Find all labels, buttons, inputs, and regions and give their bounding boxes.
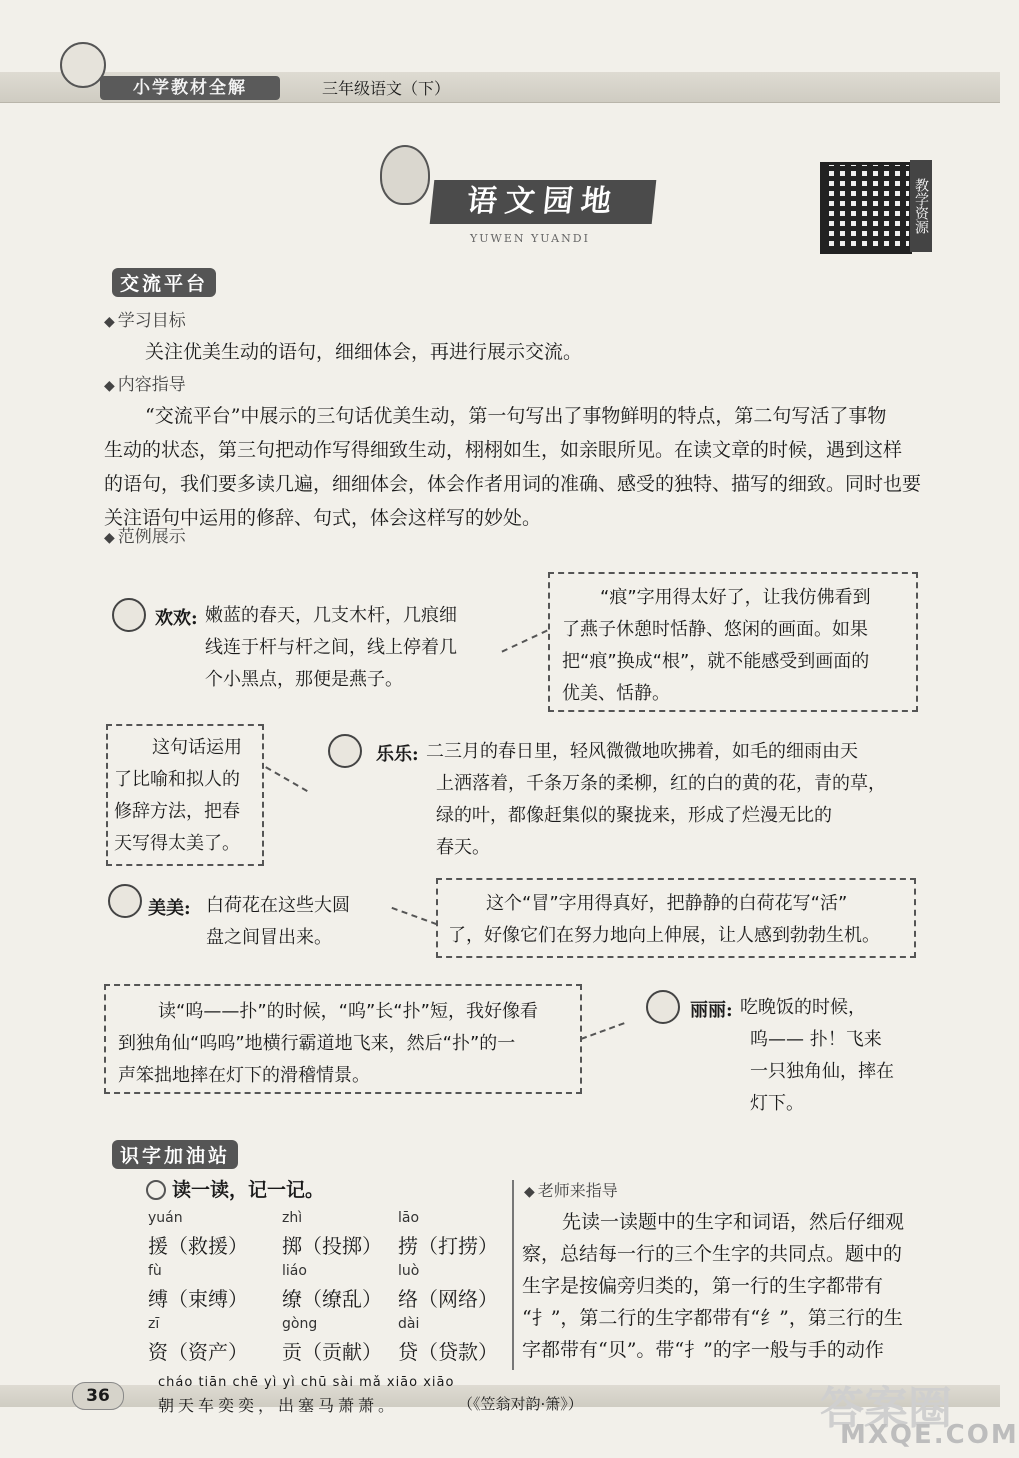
speech-tail [581,1022,626,1041]
example-heading: ◆ 范例展示 [104,522,186,547]
series-logo: 小学教材全解 [100,76,280,100]
char-word: 络（网络） [398,1287,498,1311]
speech-line: 绿的叶，都像赶集似的聚拢来，形成了烂漫无比的 [436,805,832,826]
char-word: 缚（束缚） [148,1287,248,1311]
pinyin: liáo [282,1263,307,1279]
header-subject: 三年级语文（下） [322,79,451,98]
pinyin: fù [148,1263,162,1279]
teacher-line: 生字是按偏旁归类的，第一行的生字都带有 [522,1275,884,1297]
speech-line: 上洒落着，千条万条的柔柳，红的白的黄的花，青的草， [436,773,886,794]
lele-avatar [328,734,362,768]
guide-line: “交流平台”中展示的三句话优美生动，第一句写出了事物鲜明的特点，第二句写活了事物 [145,405,887,427]
page-number: 36 [72,1382,124,1410]
teacher-line: “扌”，第二行的生字都带有“纟”，第三行的生 [522,1307,903,1329]
speech-line: 春天。 [436,837,490,858]
goal-text: 关注优美生动的语句，细细体会，再进行展示交流。 [145,341,583,363]
comment-line: 了燕子休憩时恬静、悠闲的画面。如果 [562,619,868,640]
char-word: 缭（缭乱） [282,1287,382,1311]
char-word: 贡（贡献） [282,1340,382,1364]
meimei-avatar [108,884,142,918]
speech-line: 吃晚饭的时候， [740,997,866,1018]
speech-tail [264,766,308,793]
section-pinyin: YUWEN YUANDI [470,232,590,245]
speech-tail [501,630,548,655]
comment-line: 这个“冒”字用得真好，把静静的白荷花写“活” [486,893,848,914]
comment-line: 读“呜——扑”的时候，“呜”长“扑”短，我好像看 [158,1001,538,1022]
read-icon [146,1180,166,1200]
char-word: 援（救援） [148,1234,248,1258]
char-word: 掷（投掷） [282,1234,382,1258]
literacy-tag: 识字加油站 [112,1140,238,1169]
goal-heading: ◆ 学习目标 [104,306,186,331]
watermark-url: MXQE.COM [840,1420,1019,1450]
teacher-line: 先读一读题中的生字和词语，然后仔细观 [562,1211,905,1233]
speaker-name: 美美: [148,898,191,919]
exchange-tag: 交流平台 [112,268,216,297]
speech-line: 个小黑点，那便是燕子。 [205,669,403,690]
comment-line: 到独角仙“呜呜”地横行霸道地飞来，然后“扑”的一 [118,1033,516,1054]
char-word: 贷（贷款） [398,1340,498,1364]
comment-line: 声笨拙地摔在灯下的滑稽情景。 [118,1065,370,1086]
comment-line: 把“痕”换成“根”，就不能感受到画面的 [562,651,870,672]
speech-line: 灯下。 [750,1093,804,1114]
speaker-name: 乐乐: [376,744,419,765]
speech-line: 一只独角仙，摔在 [750,1061,894,1082]
guide-line: 关注语句中运用的修辞、句式，体会这样写的妙处。 [104,507,542,529]
watermark-logo: 答案圈 [820,1383,952,1434]
speaker-name: 丽丽: [690,1000,733,1021]
comment-line: 优美、恬静。 [562,683,670,704]
comment-line: “痕”字用得太好了，让我仿佛看到 [600,587,871,608]
speech-line: 白荷花在这些大圆 [206,895,350,916]
footer-pinyin: cháo tiān chē yì yì chū sài mǎ xiāo xiāo [158,1375,455,1390]
speech-tail [391,907,437,927]
huanhuan-avatar [112,598,146,632]
literacy-instruction: 读一读，记一记。 [172,1179,325,1201]
guide-line: 的语句，我们要多读几遍，细细体会，体会作者用词的准确、感受的独特、描写的细致。同时也要 [104,473,922,495]
footer-source: （《笠翁对韵·箫》） [458,1395,583,1413]
guide-heading: ◆ 内容指导 [104,370,186,395]
speaker-name: 欢欢: [155,608,198,629]
speech-line: 二三月的春日里，轻风微微地吹拂着，如毛的细雨由天 [426,741,858,762]
section-title: 语文园地 [430,180,657,224]
comment-line: 这句话运用 [152,737,242,758]
pinyin: yuán [148,1210,183,1226]
column-divider [512,1180,514,1370]
speech-line: 呜—— 扑！飞来 [750,1029,882,1050]
char-word: 资（资产） [148,1340,248,1364]
speech-line: 盘之间冒出来。 [206,927,332,948]
pinyin: zī [148,1316,160,1332]
comment-line: 修辞方法，把春 [114,801,240,822]
comment-line: 了，好像它们在努力地向上伸展，让人感到勃勃生机。 [448,925,880,946]
speech-line: 嫩蓝的春天，几支木杆，几痕细 [205,605,457,626]
pinyin: lāo [398,1210,420,1226]
hot-air-balloon-icon [380,145,430,205]
teacher-line: 察，总结每一行的三个生字的共同点。题中的 [522,1243,903,1265]
guide-line: 生动的状态，第三句把动作写得细致生动，栩栩如生，如亲眼所见。在读文章的时候，遇到这样 [104,439,903,461]
pinyin: dài [398,1316,420,1332]
pinyin: luò [398,1263,420,1279]
qr-code-icon[interactable] [820,162,912,254]
char-word: 捞（打捞） [398,1234,498,1258]
pinyin: zhì [282,1210,303,1226]
qr-label: 教学资源 [910,160,932,252]
teacher-line: 字都带有“贝”。带“扌”的字一般与手的动作 [522,1339,884,1361]
comment-line: 天写得太美了。 [114,833,240,854]
comment-line: 了比喻和拟人的 [114,769,240,790]
speech-line: 线连于杆与杆之间，线上停着几 [205,637,457,658]
pinyin: gòng [282,1316,318,1332]
lili-avatar [646,990,680,1024]
teacher-heading: ◆ 老师来指导 [524,1178,618,1201]
footer-verse: 朝天车奕奕，出塞马萧萧。 [158,1396,399,1415]
